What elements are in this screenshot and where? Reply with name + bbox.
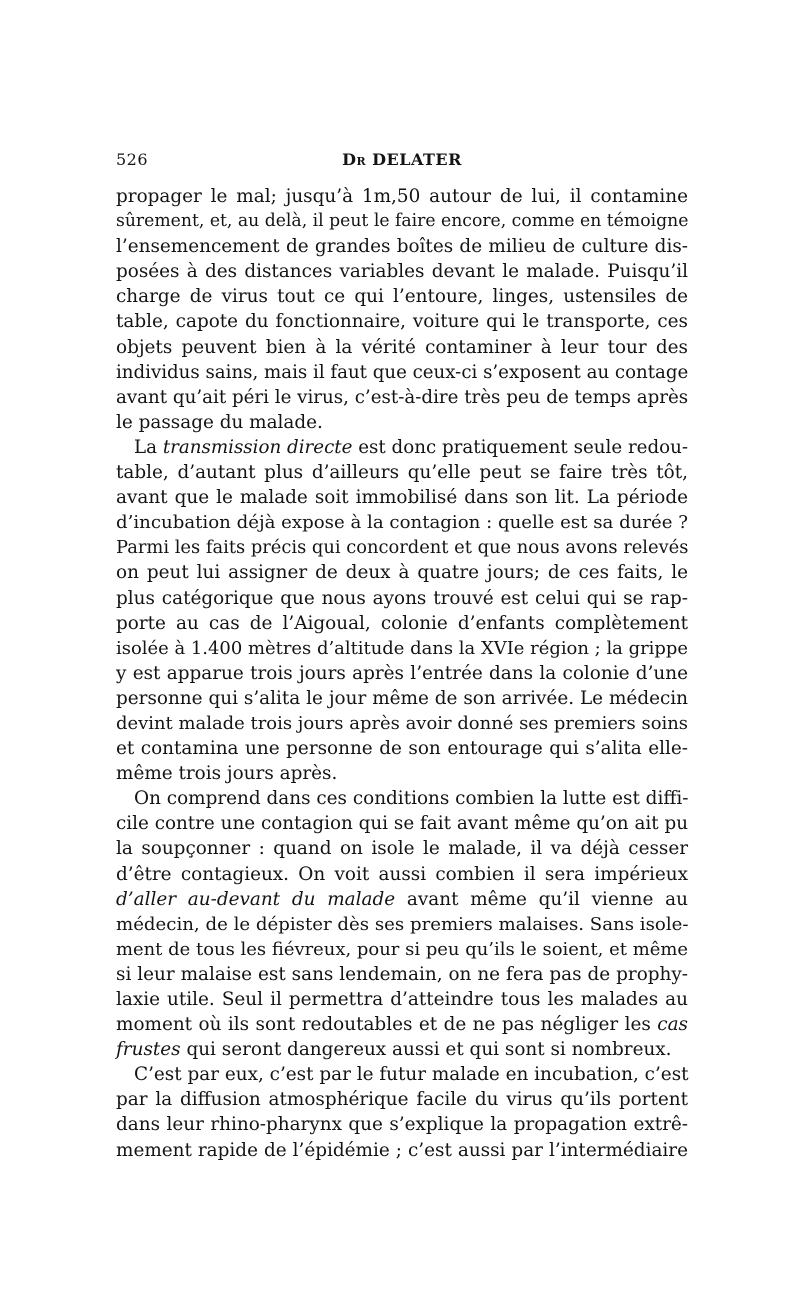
text-line: La transmission directe est donc pratiquement seule redou- (134, 436, 689, 458)
text-line: l’ensemencement de grandes boîtes de milieu de culture dis- (116, 236, 688, 258)
text-line: et contamina une personne de son entourage qui s’alita elle- (116, 738, 688, 760)
page-number: 526 (116, 150, 149, 169)
text-line: d’aller au-devant du malade avant même qu’il vienne au (116, 888, 688, 910)
text-line: table, d’autant plus d’ailleurs qu’elle peut se faire très tôt, (116, 462, 688, 484)
italic-phrase: d’aller au-devant du malade (116, 888, 396, 910)
text-line: porte au cas de l’Aigoual, colonie d’enfants complètement (116, 612, 688, 634)
text-line: charge de virus tout ce qui l’entoure, linges, ustensiles de (116, 286, 688, 308)
running-title: Dr DELATER (342, 150, 462, 169)
text-line: d’incubation déjà expose à la contagion : quelle est sa durée ? (116, 512, 689, 534)
text-line: frustes qui seront dangereux aussi et qui sont si nombreux. (116, 1039, 672, 1061)
italic-phrase: cas (657, 1014, 688, 1036)
text-line: individus sains, mais il faut que ceux-ci s’exposent au contage (116, 361, 689, 383)
running-head (116, 150, 688, 174)
text-line: Parmi les faits précis qui concordent et que nous avons relevés (116, 537, 689, 559)
text-line: mement rapide de l’épidémie ; c’est aussi par l’intermédiaire (116, 1139, 688, 1161)
text-line: médecin, de le dépister dès ses premiers malaises. Sans isole- (116, 913, 689, 935)
text-line: avant qu’ait péri le virus, c’est-à-dire très peu de temps après (116, 386, 689, 408)
text-line: objets peuvent bien à la vérité contaminer à leur tour des (116, 336, 688, 358)
text-line: si leur malaise est sans lendemain, on ne fera pas de prophy- (116, 963, 688, 985)
text-line: devint malade trois jours après avoir donné ses premiers soins (116, 712, 688, 734)
text-line: sûrement, et, au delà, il peut le faire encore, comme en témoigne (116, 211, 689, 232)
text-line: On comprend dans ces conditions combien la lutte est diffi- (134, 788, 689, 810)
text-line: dans leur rhino-pharynx que s’explique la propagation extrê- (116, 1114, 688, 1136)
text-line: le passage du malade. (116, 411, 323, 433)
text-line: ment de tous les fiévreux, pour si peu qu’ils le soient, et même (116, 938, 688, 960)
text-line: d’être contagieux. On voit aussi combien il sera impérieux (116, 863, 688, 885)
italic-phrase: frustes (116, 1039, 181, 1061)
text-line: même trois jours après. (116, 763, 338, 785)
text-line: moment où ils sont redoutables et de ne pas négliger les cas (116, 1014, 688, 1036)
text-line: laxie utile. Seul il permettra d’atteindre tous les malades au (116, 989, 688, 1010)
text-line: la soupçonner : quand on isole le malade, il va déjà cesser (116, 838, 688, 860)
text-line: cile contre une contagion qui se fait avant même qu’on ait pu (116, 813, 688, 835)
body-text (116, 184, 688, 1163)
text-line: table, capote du fonctionnaire, voiture qui le transporte, ces (116, 311, 688, 333)
text-line: plus catégorique que nous ayons trouvé est celui qui se rap- (116, 587, 688, 609)
text-line: propager le mal; jusqu’à 1m,50 autour de lui, il contamine (116, 186, 688, 207)
text-line: avant que le malade soit immobilisé dans son lit. La période (116, 487, 688, 509)
italic-phrase: transmission directe (162, 436, 353, 458)
text-line: posées à des distances variables devant le malade. Puisqu’il (116, 261, 688, 283)
text-line: par la diffusion atmosphérique facile du virus qu’ils portent (116, 1089, 688, 1111)
text-line: isolée à 1.400 mètres d’altitude dans la XVIe région ; la grippe (116, 637, 688, 659)
text-line: C’est par eux, c’est par le futur malade en incubation, c’est (134, 1064, 689, 1086)
text-line: on peut lui assigner de deux à quatre jours; de ces faits, le (116, 562, 688, 584)
text-line: y est apparue trois jours après l’entrée dans la colonie d’une (116, 662, 688, 684)
text-line: personne qui s’alita le jour même de son arrivée. Le médecin (116, 687, 688, 709)
